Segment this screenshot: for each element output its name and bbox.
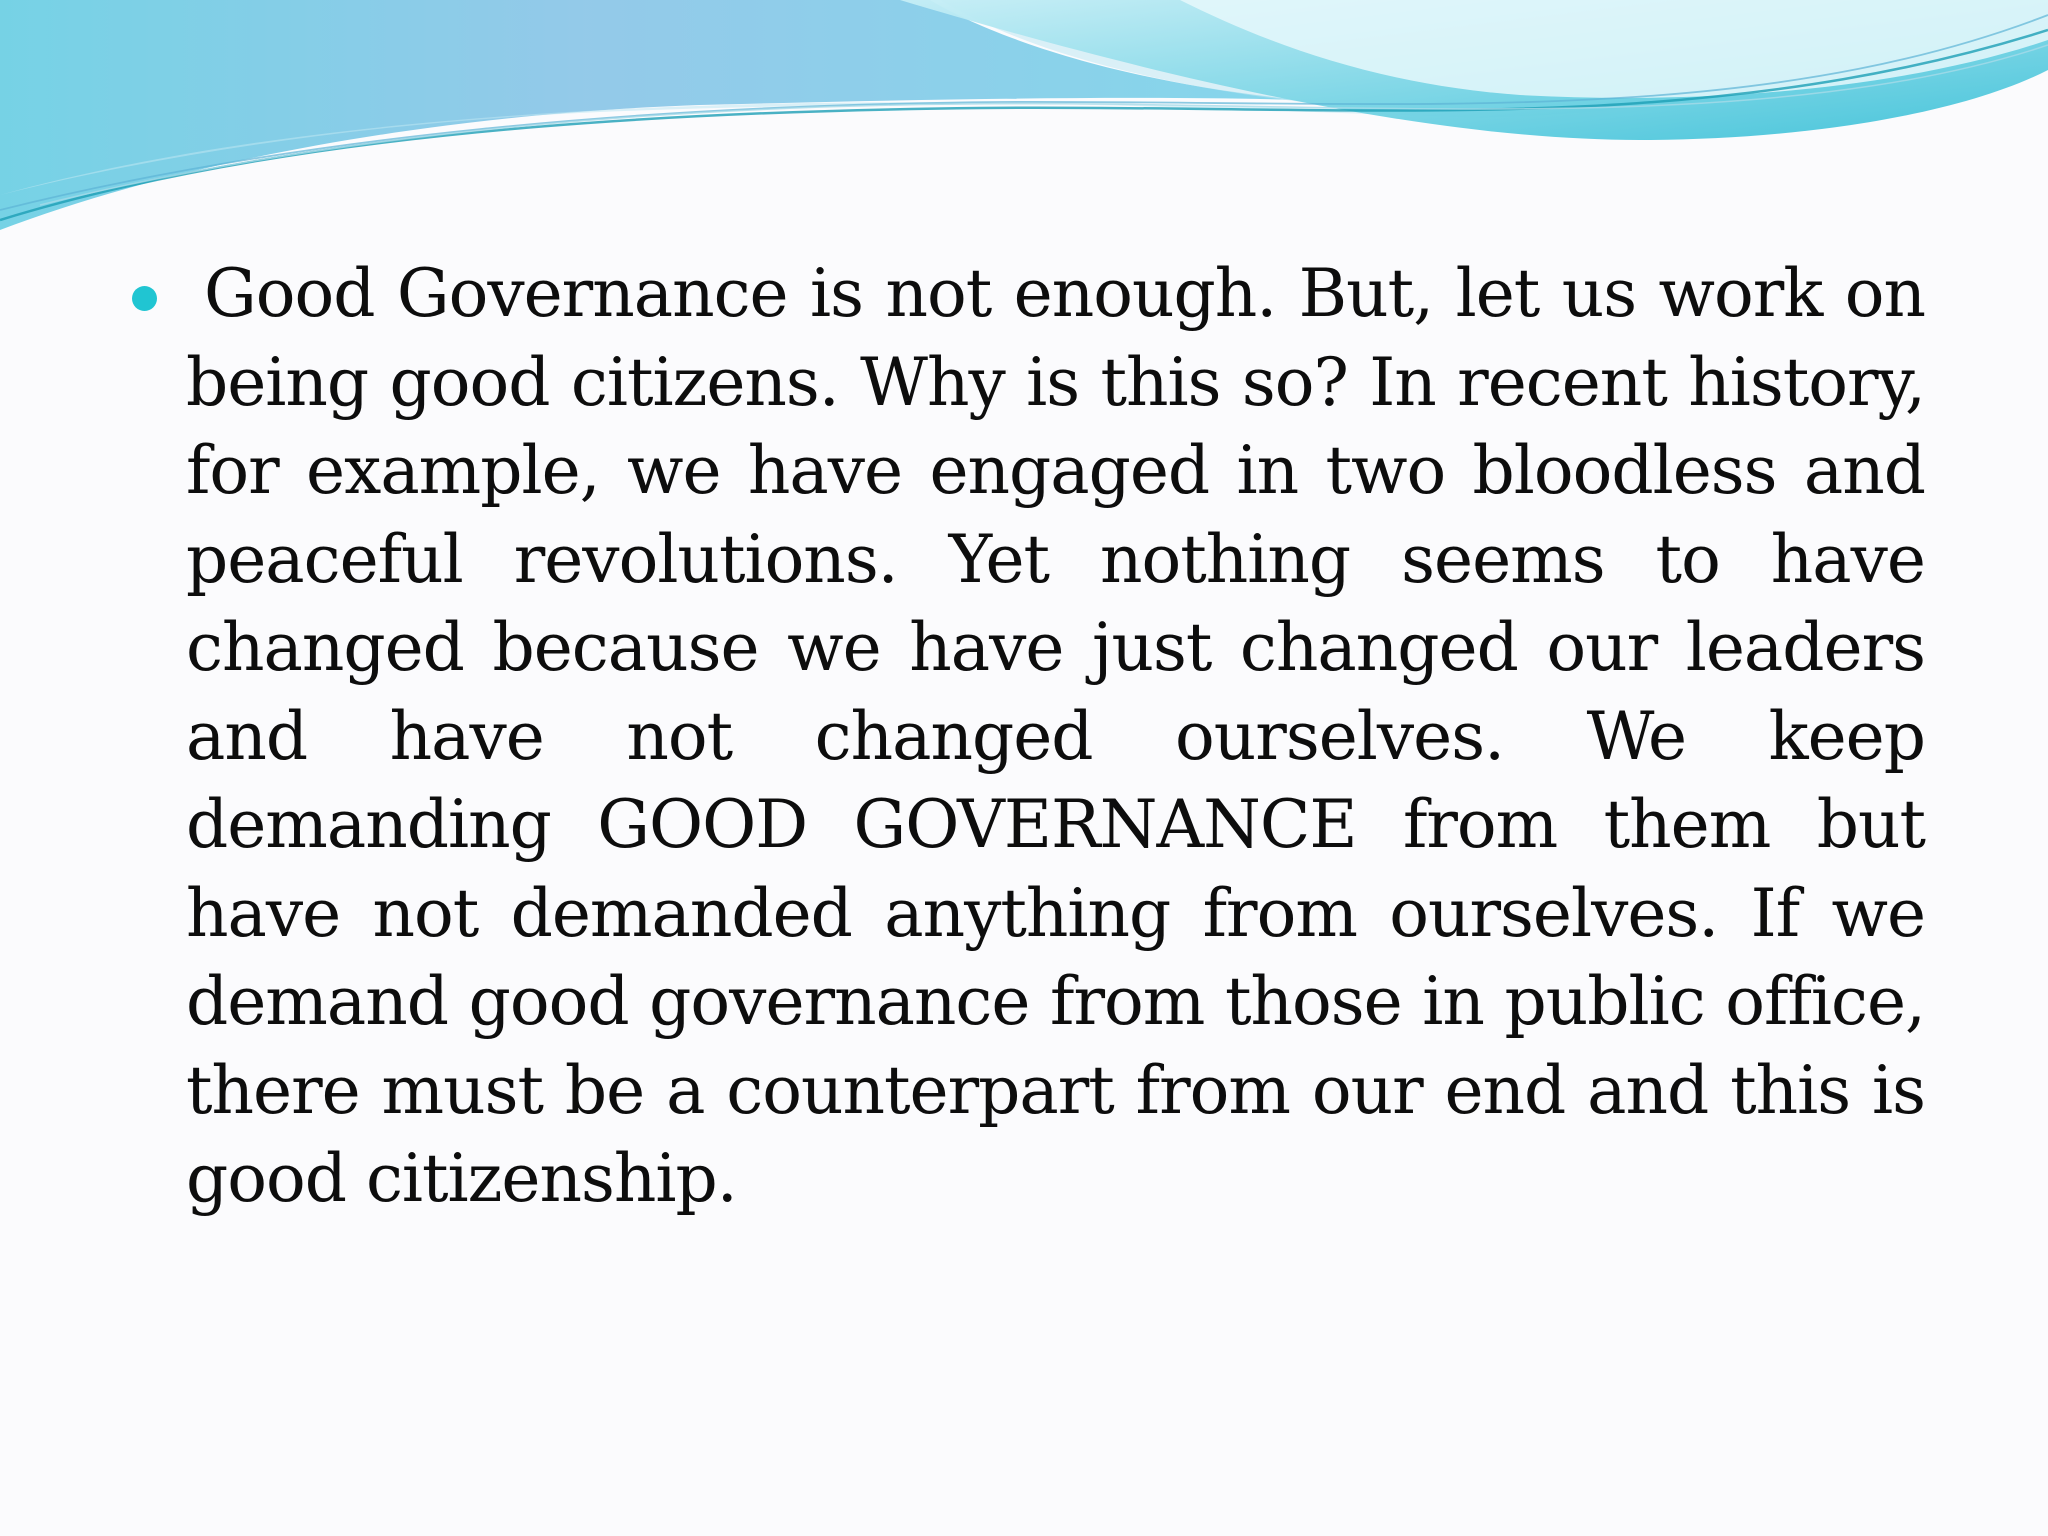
slide-content (120, 250, 1925, 1224)
bullet-text: Good Governance is not enough. But, let us work on being good citizens. Why is this so? In recent history, for example, we have engaged in two bloodless and peaceful revolutions. Yet nothing seems to have changed because we have just changed our leaders and have not changed ourselves. We keep demanding GOOD GOVERNANCE from them but have not demanded anything from ourselves. If we demand good governance from those in public office, there must be a counterpart from our end and this is good citizenship. (186, 255, 1925, 1217)
wave-header-decoration (0, 0, 2048, 260)
bullet-icon (132, 286, 157, 311)
bullet-item (120, 250, 1925, 1224)
